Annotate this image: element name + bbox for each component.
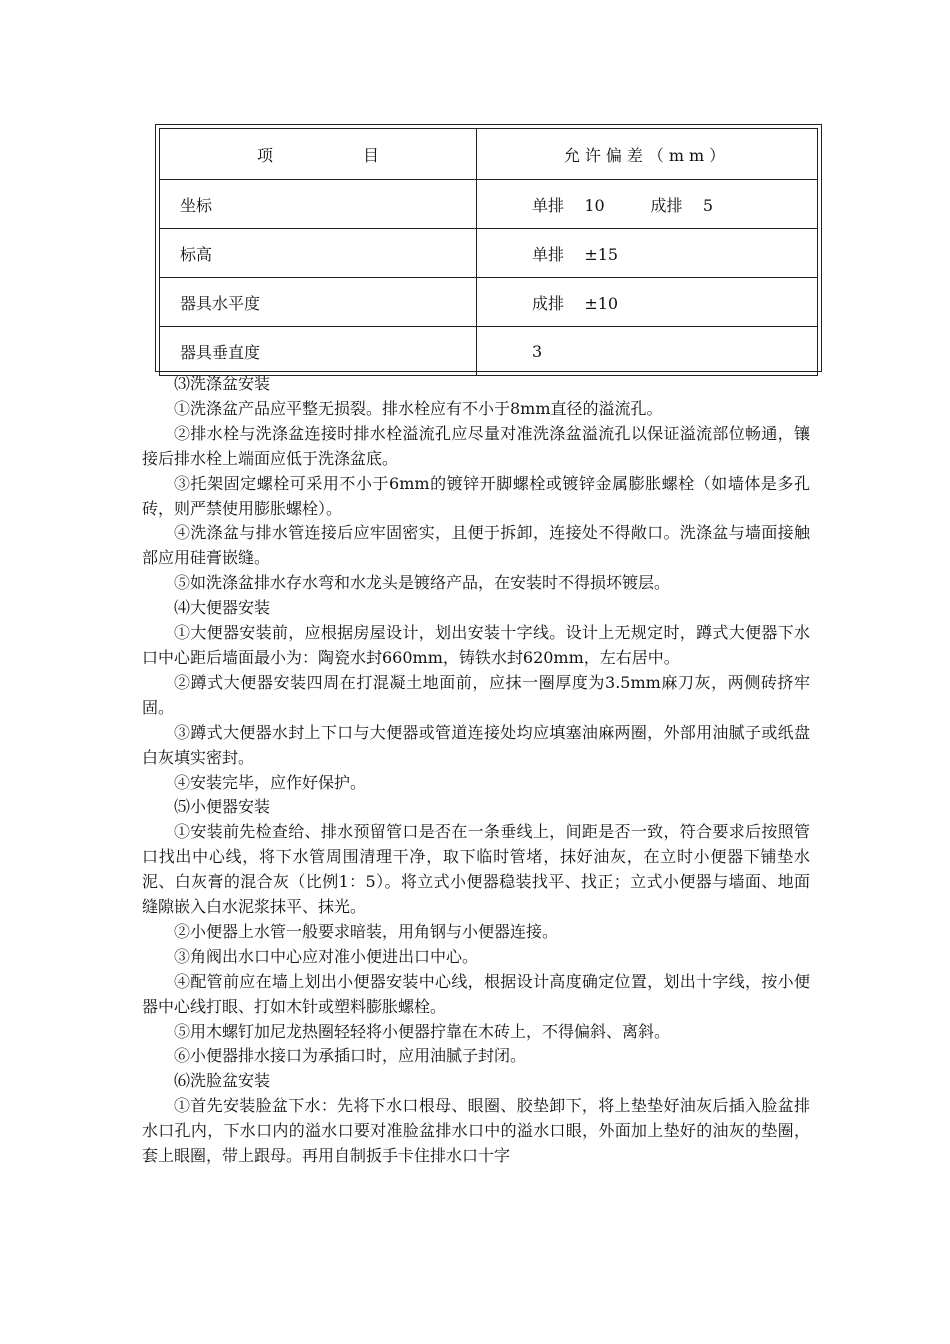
paragraph: ③托架固定螺栓可采用不小于6mm的镀锌开脚螺栓或镀锌金属膨胀螺栓（如墙体是多孔砖，则严禁使用膨胀螺栓）。	[142, 473, 810, 518]
table-header-row	[160, 129, 818, 180]
section-heading-urinal: ⑸小便器安装	[174, 797, 271, 817]
row-value: 单排 ±15	[477, 229, 818, 278]
paragraph: ③角阀出水口中心应对准小便进出口中心。	[174, 946, 479, 966]
header-deviation-cell: 允许偏差（mm）	[477, 129, 818, 180]
paragraph: ④配管前应在墙上划出小便器安装中心线，根据设计高度确定位置，划出十字线，按小便器中心线打眼、打如木针或塑料膨胀螺栓。	[142, 971, 810, 1016]
paragraph: ④安装完毕，应作好保护。	[174, 772, 367, 792]
section-heading-washbasin: ⑹洗脸盆安装	[174, 1071, 271, 1091]
paragraph: ①洗涤盆产品应平整无损裂。排水栓应有不小于8mm直径的溢流孔。	[174, 398, 663, 418]
paragraph: ③蹲式大便器水封上下口与大便器或管道连接处均应填塞油麻两圈，外部用油腻子或纸盘白灰填实密封。	[142, 722, 810, 767]
table-row	[160, 229, 818, 278]
header-item-cell	[160, 129, 477, 180]
row-item: 标高	[160, 229, 477, 278]
paragraph: ②蹲式大便器安装四周在打混凝土地面前，应抹一圈厚度为3.5mm麻刀灰，两侧砖挤牢固。	[142, 672, 810, 717]
paragraph: ②排水栓与洗涤盆连接时排水栓溢流孔应尽量对准洗涤盆溢流孔以保证溢流部位畅通，镶接后排水栓上端面应低于洗涤盆底。	[142, 423, 810, 468]
table-row	[160, 327, 818, 376]
row-item: 坐标	[160, 180, 477, 229]
paragraph: ①安装前先检查给、排水预留管口是否在一条垂线上，间距是否一致，符合要求后按照管口找出中心线，将下水管周围清理干净，取下临时管堵，抹好油灰，在立时小便器下铺垫水泥、白灰膏的混合灰（比例1：5）。将立式小便器稳装找平、找正；立式小便器与墙面、地面缝隙嵌入白水泥浆抹平、抹光。	[142, 822, 810, 917]
paragraph: ⑤如洗涤盆排水存水弯和水龙头是镀络产品，在安装时不得损坏镀层。	[174, 573, 671, 593]
paragraph: ④洗涤盆与排水管连接后应牢固密实，且便于拆卸，连接处不得敞口。洗涤盆与墙面接触部应用硅膏嵌缝。	[142, 523, 810, 568]
paragraph: ⑤用木螺钉加尼龙热圈轻轻将小便器拧靠在木砖上，不得偏斜、离斜。	[174, 1021, 671, 1041]
header-item-char-2: 目	[363, 145, 380, 165]
paragraph: ①大便器安装前，应根据房屋设计，划出安装十字线。设计上无规定时，蹲式大便器下水口中心距后墙面最小为：陶瓷水封660mm，铸铁水封620mm，左右居中。	[142, 623, 810, 667]
section-heading-sink: ⑶洗涤盆安装	[174, 374, 271, 393]
paragraph: ①首先安装脸盆下水：先将下水口根母、眼圈、胶垫卸下，将上垫垫好油灰后插入脸盆排水口孔内，下水口内的溢水口要对准脸盆排水口中的溢水口眼，外面加上垫好的油灰的垫圈，套上眼圈，带上跟母。再用自制扳手卡住排水口十字	[142, 1096, 810, 1166]
row-value: 单排 10 成排 5	[477, 180, 818, 229]
body-text	[142, 372, 810, 1169]
paragraph: ②小便器上水管一般要求暗装，用角钢与小便器连接。	[174, 921, 559, 941]
deviation-table-frame	[155, 124, 822, 372]
row-item: 器具垂直度	[160, 327, 477, 376]
deviation-table	[159, 128, 818, 376]
row-value: 3	[477, 327, 818, 376]
row-value: 成排 ±10	[477, 278, 818, 327]
table-row	[160, 278, 818, 327]
table-row	[160, 180, 818, 229]
paragraph: ⑥小便器排水接口为承插口时，应用油腻子封闭。	[174, 1046, 527, 1066]
header-item-char-1: 项	[256, 145, 273, 165]
section-heading-toilet: ⑷大便器安装	[174, 598, 271, 618]
row-item: 器具水平度	[160, 278, 477, 327]
